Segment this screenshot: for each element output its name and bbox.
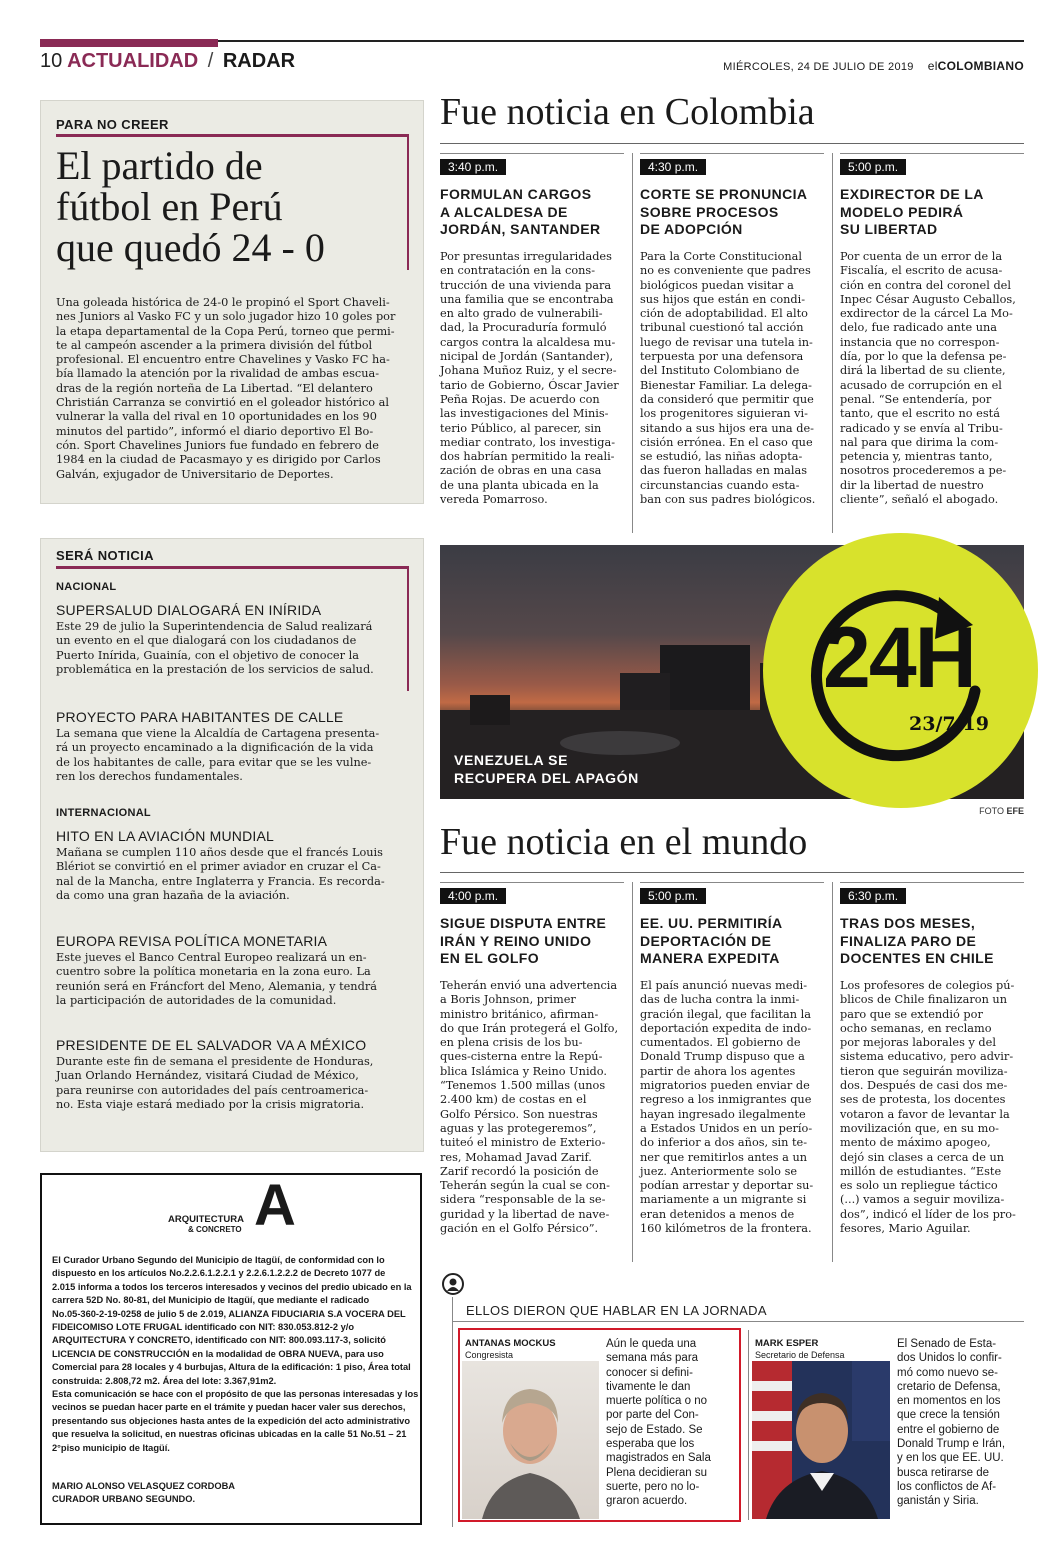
quote-line: magistrados en Sala	[606, 1452, 711, 1465]
colombia-header: Fue noticia en Colombia	[440, 91, 815, 133]
time-badge: 3:40 p.m.	[440, 159, 506, 175]
body-line: do que Irán protegerá el Golfo,	[440, 1021, 619, 1035]
body-line: deportación expedita de indo-	[640, 1021, 812, 1035]
headline-line: SOBRE PROCESOS	[640, 203, 779, 220]
body-line: rá un proyecto encaminado a la dignificación de la vida	[56, 741, 374, 755]
body-line: cumentados. El gobierno de	[640, 1036, 801, 1050]
body-line: dos. Después de casi dos me-	[840, 1079, 1008, 1093]
body-line: aguas y las protegeremos”,	[440, 1121, 597, 1135]
agenda-item-body	[56, 846, 408, 903]
signature-title: CURADOR URBANO SEGUNDO.	[52, 1494, 196, 1505]
body-line: nal para que dirima la com-	[840, 435, 999, 449]
body-line: (...) vamos a seguir moviliza-	[840, 1193, 1005, 1207]
body-line: das fueron halladas en malas	[640, 464, 808, 478]
body-line: nal de la Mancha, entre Inglaterra y Francia. Es recorda-	[56, 874, 385, 888]
headline-line: que quedó 24 - 0	[56, 225, 325, 270]
headline-line: MANERA EXPEDITA	[640, 950, 780, 966]
body-line: en alto grado de vulnerabili-	[440, 307, 603, 321]
story-headline	[440, 915, 624, 968]
quote-line: esperaba que los	[606, 1438, 695, 1451]
body-line: en plena crisis de los bu-	[440, 1036, 583, 1050]
column-top-rule	[640, 153, 824, 154]
logo-text-2: & CONCRETO	[188, 1225, 242, 1234]
quote-line: conocer si defini-	[606, 1366, 693, 1379]
body-line: movilización que, en su mo-	[840, 1121, 999, 1135]
person-name: MARK ESPER	[755, 1338, 819, 1349]
body-line: tribunal cuestionó tal acción	[640, 321, 804, 335]
ellos-header-rule	[452, 1321, 1024, 1322]
quote-line: y en los que EE. UU.	[897, 1452, 1004, 1465]
para-no-creer-kicker: PARA NO CREER	[56, 117, 169, 132]
column-top-rule	[440, 153, 624, 154]
notice-line: carrera 52D No. 80-81, del Municipio de Itagüí, que mediante el radicado	[52, 1295, 370, 1306]
body-line: luego de revisar una tutela in-	[640, 335, 813, 349]
story-headline	[640, 915, 824, 968]
story-body	[640, 250, 824, 507]
body-line: sidera “responsable de la se-	[440, 1193, 606, 1207]
agenda-item-body	[56, 1055, 408, 1112]
body-line: blica Islámica y Reino Unido.	[440, 1064, 607, 1078]
body-line: del Instituto Colombiano de	[640, 364, 800, 378]
body-line: tuiteó el ministro de Exterio-	[440, 1136, 606, 1150]
body-line: problemática en la prestación de los servicios de salud.	[56, 662, 374, 676]
body-line: se estudió, las niñas adopta-	[640, 450, 803, 464]
kicker-rule	[56, 134, 408, 137]
quote-line: tivamente le dan	[606, 1380, 691, 1393]
time-badge: 4:00 p.m.	[440, 888, 506, 904]
body-line: instancia que no correspon-	[840, 335, 1000, 349]
notice-line: Comercial para 28 locales y 4 burbujas, Altura de la edificación: 1 piso, Área total	[52, 1362, 411, 1373]
esper-photo	[752, 1361, 890, 1519]
story-headline	[840, 186, 1024, 239]
body-line: sitando a sus hijos era una de-	[640, 421, 814, 435]
quote-line: semana más para	[606, 1352, 699, 1365]
headline-line: El partido de	[56, 143, 263, 188]
body-line: Puerto Inírida, Guainía, con el objetivo de conocer la	[56, 648, 359, 662]
notice-line: FIDEICOMISO LOTE FRUGAL identificado con NIT: 830.053.812-2 y/o	[52, 1322, 355, 1333]
body-line: ministro británico, afirman-	[440, 1007, 599, 1021]
body-line: minutos del partido”, informó el diario deportivo El Bo-	[56, 424, 374, 438]
body-line: cargos contra la alcaldesa mu-	[440, 335, 616, 349]
body-line: día, por lo que la defensa pe-	[840, 350, 1007, 364]
notice-line: dispuesto en los artículos No.2.2.6.1.2.2.1 y 2.2.6.1.2.2.2 de Decreto 1077 de	[52, 1268, 386, 1279]
body-line: Golfo Pérsico. Son nuestras	[440, 1107, 598, 1121]
section-separator: /	[207, 50, 214, 72]
para-no-creer-headline	[56, 145, 325, 268]
story-headline	[440, 186, 624, 239]
headline-line: JORDÁN, SANTANDER	[440, 221, 601, 237]
body-line: de los habitantes de calle, para evitar que se les vulne-	[56, 755, 372, 769]
body-line: zación de obras en una casa	[440, 464, 602, 478]
body-line: das de lucha contra la inmi-	[640, 993, 800, 1007]
quote-line: graron acuerdo.	[606, 1495, 688, 1508]
body-line: sistema educativo, pero advir-	[840, 1050, 1014, 1064]
headline-line: DEPORTACIÓN DE	[640, 932, 772, 949]
body-line: no. Esta viaje estará mediado por la crisis migratoria.	[56, 1097, 365, 1111]
quote-line: que crece la tensión	[897, 1409, 1000, 1422]
body-line: 160 kilómetros de la frontera.	[640, 1222, 812, 1236]
headline-line: A ALCALDESA DE	[440, 203, 568, 220]
quote-line: dos Unidos lo confir-	[897, 1352, 1002, 1365]
credit-label: FOTO	[979, 806, 1004, 816]
body-line: ques-cisterna entre la Repú-	[440, 1050, 603, 1064]
body-line: biológicos puedan visitar a	[640, 278, 794, 292]
story-headline	[840, 915, 1024, 968]
body-line: millón de estudiantes. “Este	[840, 1164, 1002, 1178]
quote-line: ganistán y Siria.	[897, 1495, 979, 1508]
headline-line: DOCENTES EN CHILE	[840, 950, 994, 966]
body-line: dos”, indicó el líder de los pro-	[840, 1207, 1016, 1221]
section-color-bar	[40, 39, 218, 47]
esper-quote	[897, 1337, 1024, 1509]
column-divider	[632, 882, 633, 1262]
arquitectura-concreto-logo	[168, 1173, 308, 1240]
body-line: mariamente a un migrante si	[640, 1193, 807, 1207]
body-line: ban con sus padres biológicos.	[640, 493, 816, 507]
agenda-item-body	[56, 727, 408, 784]
body-line: Johana Muñoz Ruiz, y el secre-	[440, 364, 617, 378]
body-line: para reunirse con autoridades del país centroamerica-	[56, 1083, 369, 1097]
dateline	[723, 59, 1024, 73]
body-line: la etapa departamental de la Copa Perú, torneo que permi-	[56, 324, 395, 338]
body-line: profesional. El encuentro entre Chavelines y Vasko FC ha-	[56, 353, 390, 367]
badge-date: 23/7/19	[909, 713, 989, 735]
body-line: Este 29 de julio la Superintendencia de Salud realizará	[56, 620, 373, 633]
headline-line: EXDIRECTOR DE LA	[840, 186, 984, 202]
page-number: 10	[40, 50, 63, 72]
person-role: Secretario de Defensa	[755, 1350, 845, 1360]
body-line: votaron a favor de levantar la	[840, 1107, 1010, 1121]
kicker-rule	[56, 566, 408, 569]
kicker-rule-tick	[407, 134, 409, 270]
body-line: delo, fue radicado ante una	[840, 321, 998, 335]
body-line: Durante este fin de semana el presidente de Honduras,	[56, 1055, 374, 1068]
quote-line: mó como nuevo se-	[897, 1366, 998, 1379]
body-line: un evento en el que dialogará con los ciudadanos de	[56, 634, 357, 648]
body-line: Galván, exjugador de Universitario de Deportes.	[56, 467, 334, 481]
quote-line: Donald Trump e Irán,	[897, 1438, 1006, 1451]
body-line: Inpec César Augusto Ceballos,	[840, 292, 1016, 306]
time-badge: 4:30 p.m.	[640, 159, 706, 175]
body-line: a Estados Unidos en un perío-	[640, 1121, 813, 1135]
body-line: Fiscalía, el escrito de acusa-	[840, 264, 1003, 278]
body-line: migratorios pueden enviar de	[640, 1079, 810, 1093]
body-line: “Tenemos 1.500 millas (unos	[440, 1079, 606, 1093]
body-line: cuentro sobre la política monetaria en la zona euro. La	[56, 965, 371, 979]
region-label-nacional: NACIONAL	[56, 581, 117, 593]
body-line: trucción de una vivienda para	[440, 278, 612, 292]
notice-line: 2.015 informa a todos los terceros interesados y vecinos del predio ubicado en la	[52, 1281, 412, 1292]
body-line: dras de la región norteña de La Libertad. “El delantero	[56, 381, 373, 395]
notice-line: 2°piso municipio de Itagüí.	[52, 1442, 170, 1453]
body-line: dos habrían permitido la reali-	[440, 450, 615, 464]
time-badge: 6:30 p.m.	[840, 888, 906, 904]
body-line: Teherán envió una advertencia	[440, 979, 618, 992]
body-line: no es conveniente que padres	[640, 264, 811, 278]
agenda-item-body	[56, 620, 408, 677]
body-line: ocho semanas, en reclamo	[840, 1021, 992, 1035]
quote-line: suerte, pero no lo-	[606, 1480, 700, 1493]
body-line: fesores, Mario Aguilar.	[840, 1222, 971, 1236]
body-line: eran detenidos a menos de	[640, 1207, 795, 1221]
body-line: podían arrestar y deportar su-	[640, 1179, 814, 1193]
mundo-header: Fue noticia en el mundo	[440, 821, 808, 863]
body-line: da consideró que permitir que	[640, 392, 814, 406]
headline-line: EN EL GOLFO	[440, 950, 540, 966]
column-top-rule	[640, 882, 824, 883]
body-line: 1984 en la ciudad de Pacasmayo y es dirigido por Carlos	[56, 453, 381, 467]
section-name: ACTUALIDAD	[67, 50, 199, 72]
body-line: Christián Carranza se convirtió en el goleador histórico al	[56, 396, 390, 410]
header-rule	[440, 872, 1024, 873]
mockus-photo	[462, 1361, 599, 1519]
issue-date: MIÉRCOLES, 24 DE JULIO DE 2019	[723, 61, 914, 73]
body-line: cisión errónea. En el caso que	[640, 435, 813, 449]
body-line: blicos de Chile finalizaron un	[840, 993, 1007, 1007]
agenda-item-title: EUROPA REVISA POLÍTICA MONETARIA	[56, 933, 328, 949]
body-line: una familia que se encontraba	[440, 292, 614, 306]
body-line: mento de máximo apogeo,	[840, 1136, 991, 1150]
body-line: res, Mohamad Javad Zarif.	[440, 1150, 592, 1164]
story-body	[840, 250, 1024, 507]
body-line: vereda Pomarroso.	[440, 493, 548, 507]
legal-notice-text	[52, 1254, 419, 1455]
body-line: guridad y la libertad de nave-	[440, 1207, 610, 1221]
body-line: la participación de autoridades de la comunidad.	[56, 993, 337, 1007]
badge-24h-text: 24H	[823, 610, 975, 706]
quote-line: Aún le queda una	[606, 1338, 697, 1350]
body-line: partir de ahora los agentes	[640, 1064, 796, 1078]
time-badge: 5:00 p.m.	[640, 888, 706, 904]
column-divider	[832, 153, 833, 533]
body-line: cliente”, señaló el abogado.	[840, 493, 999, 507]
body-line: Por presuntas irregularidades	[440, 250, 612, 263]
body-line: cón. Sport Chavelines Juniors fue fundado en febrero de	[56, 438, 379, 452]
body-line: Peña Rojas. De acuerdo con	[440, 392, 600, 406]
notice-line: construida: 2.808,72 m2. Área del lote: 3.367,91m2.	[52, 1375, 277, 1386]
body-line: dejó sin clases a cerca de un	[840, 1150, 1005, 1164]
mockus-quote	[606, 1337, 736, 1509]
body-line: gación en el Golfo Pérsico”.	[440, 1222, 599, 1236]
region-label-internacional: INTERNACIONAL	[56, 807, 151, 819]
body-line: ner que remitirlos antes a un	[640, 1150, 808, 1164]
notice-line: presentando sus objeciones hasta antes de la expedición del acto administrativo	[52, 1415, 411, 1426]
quote-line: en momentos en los	[897, 1395, 1001, 1408]
body-line: gración ilegal, que facilitan la	[640, 1007, 812, 1021]
body-line: hayan ingresado ilegalmente	[640, 1107, 806, 1121]
body-line: exdirector de la cárcel La Mo-	[840, 307, 1013, 321]
body-line: sus hijos que están en condi-	[640, 292, 806, 306]
story-body	[440, 979, 624, 1236]
body-line: las investigaciones del Minis-	[440, 407, 609, 421]
sera-noticia-kicker: SERÁ NOTICIA	[56, 548, 154, 563]
body-line: en contratación en la cons-	[440, 264, 596, 278]
caption-line: RECUPERA DEL APAGÓN	[454, 770, 639, 786]
column-divider	[748, 1330, 749, 1520]
body-line: dir la libertad de nuestro	[840, 478, 984, 492]
body-line: Este jueves el Banco Central Europeo realizará un en-	[56, 951, 367, 964]
quote-line: muerte política o no	[606, 1395, 708, 1408]
body-line: da como una gran hazaña de la aviación.	[56, 888, 290, 902]
body-line: tario de Gobierno, Óscar Javier	[440, 378, 619, 392]
quote-line: Plena decidieran su	[606, 1466, 708, 1479]
quote-line: sejo de Estado. Se	[606, 1423, 703, 1436]
notice-line: No.05-360-2-19-0258 de julio 5 de 2.019, ALIANZA FIDUCIARIA S.A VOCERA DEL	[52, 1308, 406, 1319]
signature-name: MARIO ALONSO VELASQUEZ CORDOBA	[52, 1481, 236, 1491]
paper-prefix: el	[927, 59, 938, 73]
body-line: a Boris Johnson, primer	[440, 993, 576, 1007]
column-divider	[632, 153, 633, 533]
headline-line: IRÁN Y REINO UNIDO	[440, 932, 592, 949]
column-top-rule	[840, 882, 1024, 883]
body-line: por mejoras laborales y del	[840, 1036, 996, 1050]
quote-line: busca retirarse de	[897, 1466, 990, 1479]
story-body	[640, 979, 824, 1236]
notice-line: LICENCIA DE CONSTRUCCIÓN en la modalidad de OBRA NUEVA, para uso	[52, 1348, 384, 1359]
notice-signature	[52, 1480, 235, 1507]
body-line: Por cuenta de un error de la	[840, 250, 1003, 263]
notice-line: Esta comunicación se hace con el propósito de que las personas interesadas y los	[52, 1389, 419, 1400]
story-body	[840, 979, 1024, 1236]
portrait-image	[752, 1361, 890, 1519]
story-body	[440, 250, 624, 507]
body-line: Teherán según la cual se con-	[440, 1179, 610, 1193]
quote-line: El Senado de Esta-	[897, 1338, 997, 1350]
person-role: Congresista	[465, 1350, 514, 1360]
body-line: Mañana se cumplen 110 años desde que el francés Louis	[56, 846, 383, 859]
headline-line: DE ADOPCIÓN	[640, 221, 743, 237]
body-line: bía llamado la atención por la rivalidad de ambas escua-	[56, 367, 380, 381]
body-line: terio Público, al parecer, sin	[440, 421, 602, 435]
photo-caption	[454, 751, 639, 787]
body-line: do inferior a dos años, sin te-	[640, 1136, 808, 1150]
body-line: es solo un repliegue táctico	[840, 1179, 998, 1193]
body-line: nosotros procederemos a pe-	[840, 464, 1007, 478]
logo-letter: A	[254, 1173, 296, 1238]
subsection-name: RADAR	[222, 50, 296, 72]
person-name: ANTANAS MOCKUS	[465, 1338, 556, 1349]
agenda-item-body	[56, 951, 408, 1008]
body-line: paro que se extendió por	[840, 1007, 983, 1021]
body-line: tieron que seguirán moviliza-	[840, 1064, 1008, 1078]
ellos-header: ELLOS DIERON QUE HABLAR EN LA JORNADA	[466, 1303, 767, 1318]
body-line: Juan Orlando Hernández, visitará Ciudad de México,	[56, 1069, 359, 1083]
notice-line: ARQUITECTURA Y CONCRETO, identificado con NIT: 800.093.117-3, solicitó	[52, 1335, 386, 1346]
quote-line: cretario de Defensa,	[897, 1380, 1001, 1393]
column-top-rule	[440, 882, 624, 883]
headline-line: FINALIZA PARO DE	[840, 932, 977, 949]
body-line: de una planta ubicada en la	[440, 478, 599, 492]
body-line: te al campeón ascender a la primera división del fútbol	[56, 338, 373, 352]
body-line: Bienestar Familiar. La delega-	[640, 378, 812, 392]
body-line: circunstancias cuando esta-	[640, 478, 800, 492]
badge-24h	[763, 533, 1038, 808]
para-no-creer-body	[56, 296, 408, 482]
headline-line: MODELO PEDIRÁ	[840, 203, 964, 220]
quote-line: los conflictos de Af-	[897, 1480, 997, 1493]
body-line: mediar contrato, los investiga-	[440, 435, 616, 449]
body-line: terpuesta por una defensora	[640, 350, 804, 364]
notice-line: que resuelva la solicitud, en nuestras oficinas ubicadas en la calle 51 No.51 – 21	[52, 1429, 407, 1440]
body-line: dirá la libertad de su cliente,	[840, 364, 1006, 378]
body-line: nes Juniors al Vasko FC y un solo jugador hizo 10 goles por	[56, 310, 396, 324]
body-line: ción de adoptabilidad. El alto	[640, 307, 808, 321]
quote-line: entre el gobierno de	[897, 1423, 1000, 1436]
body-line: tanto, que el escrito no está	[840, 407, 1000, 421]
portrait-image	[462, 1361, 599, 1519]
photo-credit	[979, 806, 1024, 816]
agenda-item-title: PROYECTO PARA HABITANTES DE CALLE	[56, 709, 344, 725]
agenda-item-title: HITO EN LA AVIACIÓN MUNDIAL	[56, 828, 275, 844]
body-line: El país anunció nuevas medi-	[640, 979, 808, 992]
body-line: 2.400 km) de costas en el	[440, 1093, 587, 1107]
logo-text-1: ARQUITECTURA	[168, 1214, 244, 1225]
body-line: dad, la Procuraduría formuló	[440, 321, 607, 335]
body-line: radicado y se envía al Tribu-	[840, 421, 1003, 435]
body-line: ses de protesta, los docentes	[840, 1093, 1006, 1107]
body-line: vulnerar la valla del rival en 10 oportunidades en los 90	[56, 410, 377, 424]
body-line: Una goleada histórica de 24-0 le propinó el Sport Chaveli-	[56, 296, 390, 309]
headline-line: SU LIBERTAD	[840, 221, 938, 237]
column-top-rule	[840, 153, 1024, 154]
body-line: nicipal de Jordán (Santander),	[440, 350, 614, 364]
body-line: Donald Trump dispuso que a	[640, 1050, 805, 1064]
body-line: Blériot se convirtió en el primer aviador en cruzar el Ca-	[56, 860, 381, 874]
headline-line: fútbol en Perú	[56, 184, 283, 229]
body-line: ción en contra del coronel del	[840, 278, 1011, 292]
story-headline	[640, 186, 824, 239]
headline-line: SIGUE DISPUTA ENTRE	[440, 915, 607, 931]
person-icon	[442, 1273, 464, 1295]
body-line: La semana que viene la Alcaldía de Cartagena presenta-	[56, 727, 380, 740]
caption-line: VENEZUELA SE	[454, 752, 569, 768]
credit-source: EFE	[1006, 806, 1024, 816]
time-badge: 5:00 p.m.	[840, 159, 906, 175]
header-rule	[440, 143, 1024, 144]
headline-line: FORMULAN CARGOS	[440, 186, 592, 202]
agenda-item-title: SUPERSALUD DIALOGARÁ EN INÍRIDA	[56, 602, 322, 618]
body-line: Para la Corte Constitucional	[640, 250, 803, 263]
body-line: penal. “Se entendería, por	[840, 392, 992, 406]
section-label	[40, 50, 295, 73]
body-line: juez. Anteriormente solo se	[640, 1164, 798, 1178]
body-line: Los profesores de colegios pú-	[840, 979, 1015, 992]
headline-line: EE. UU. PERMITIRÍA	[640, 915, 783, 931]
body-line: regreso a los inmigrantes que	[640, 1093, 812, 1107]
notice-line: El Curador Urbano Segundo del Municipio de Itagüí, de conformidad con lo	[52, 1255, 385, 1265]
column-divider	[832, 882, 833, 1262]
agenda-item-title: PRESIDENTE DE EL SALVADOR VA A MÉXICO	[56, 1037, 367, 1053]
body-line: Zarif recordó la posición de	[440, 1164, 599, 1178]
body-line: ren los derechos fundamentales.	[56, 769, 243, 783]
body-line: reunión será en Fráncfort del Meno, Alemania, y tendrá	[56, 979, 377, 993]
headline-line: TRAS DOS MESES,	[840, 915, 976, 931]
body-line: los progenitores siguieran vi-	[640, 407, 808, 421]
quote-line: por parte del Con-	[606, 1409, 699, 1422]
body-line: acusado de corrupción en el	[840, 378, 1002, 392]
headline-line: CORTE SE PRONUNCIA	[640, 186, 808, 202]
ellos-frame-left	[452, 1297, 453, 1527]
paper-name: COLOMBIANO	[937, 59, 1024, 73]
body-line: petencia y, mientras tanto,	[840, 450, 993, 464]
notice-line: vecinos se puedan hacer parte en el trámite y puedan hacer valer sus derechos,	[52, 1402, 406, 1413]
